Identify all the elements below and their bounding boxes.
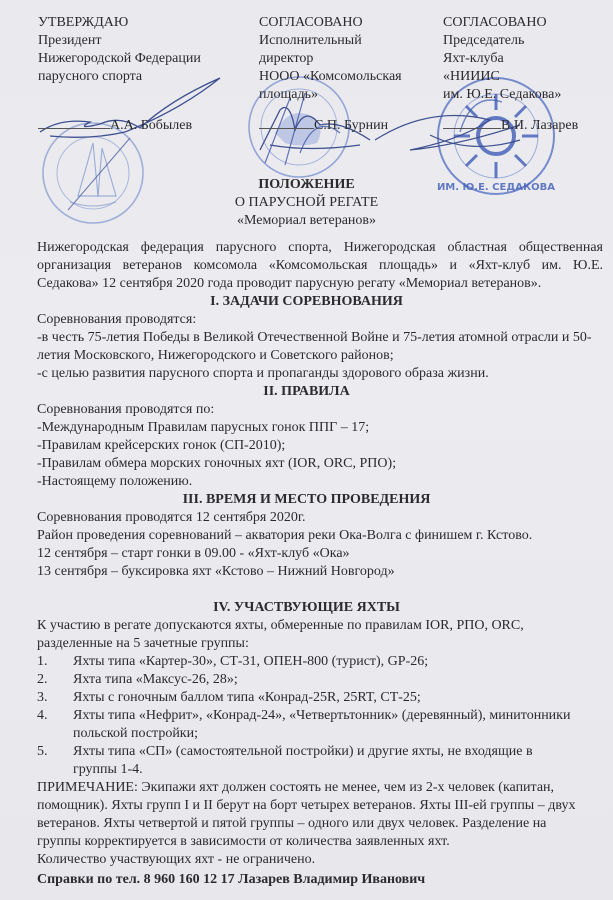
group-number: 5. bbox=[37, 744, 48, 759]
group-text: Яхты с гоночным баллом типа «Конрад-25R, 25RT, СТ-25; bbox=[73, 690, 421, 705]
signatory-name: А.А. Бобылев bbox=[110, 118, 193, 133]
section-line: Соревнования проводятся: bbox=[37, 312, 197, 327]
group-text: Яхты типа «Нефрит», «Конрад-24», «Четвертьтонник» (деревянный), минитонники польской постройки; bbox=[73, 708, 571, 741]
section-line: -Правилам крейсерских гонок (СП-2010); bbox=[37, 438, 286, 453]
group-text: Яхты типа «СП» (самостоятельной постройки) и другие яхты, не входящие в группы 1-4. bbox=[73, 744, 533, 777]
section-heading-2: II. ПРАВИЛА bbox=[263, 384, 350, 399]
approval-line: им. Ю.Е. Седакова» bbox=[443, 87, 562, 102]
approval-line: Председатель bbox=[443, 33, 525, 48]
approval-line: НООО «Комсомольская bbox=[259, 69, 402, 84]
group-item bbox=[37, 707, 603, 743]
approval-block-left bbox=[38, 14, 201, 86]
signature-line-right bbox=[443, 117, 578, 135]
section-line: -Правилам обмера морских гоночных яхт (IOR, ORC, РПО); bbox=[37, 456, 397, 471]
group-number: 3. bbox=[37, 690, 48, 705]
document-body bbox=[37, 239, 603, 869]
approval-line: «НИИИС bbox=[443, 69, 500, 84]
group-number: 1. bbox=[37, 654, 48, 669]
group-text: Яхты типа «Картер-30», СТ-31, ОПЕН-800 (турист), GP-26; bbox=[73, 654, 429, 669]
approval-line: директор bbox=[259, 51, 314, 66]
approval-block-right bbox=[443, 14, 561, 104]
section-line: 13 сентября – буксировка яхт «Кстово – Нижний Новгород» bbox=[37, 564, 395, 579]
group-number: 2. bbox=[37, 672, 48, 687]
group-item bbox=[37, 671, 603, 689]
section-line: -Международным Правилам парусных гонок ППГ – 17; bbox=[37, 420, 370, 435]
approval-title: УТВЕРЖДАЮ bbox=[38, 15, 129, 30]
group-text: Яхта типа «Максус-26, 28»; bbox=[73, 672, 238, 687]
count-line: Количество участвующих яхт - не ограничено. bbox=[37, 852, 316, 867]
note-paragraph: ПРИМЕЧАНИЕ: Экипажи яхт должен состоять не менее, чем из 2-х человек (капитан, помощник). Яхты групп I и II берут на борт четырех ветеранов. Яхты III-ей группы – двух ветеранов. Яхты четвертой и пятой группы – одного или двух человек. Разделение на группы корректируется в зависимости от количества заявленных яхт. bbox=[37, 780, 576, 849]
section-line: -с целью развития парусного спорта и пропаганды здорового образа жизни. bbox=[37, 366, 489, 381]
approval-line: парусного спорта bbox=[38, 69, 143, 84]
approval-line: Президент bbox=[38, 33, 102, 48]
approval-line: Нижегородской Федерации bbox=[38, 51, 201, 66]
approval-title: СОГЛАСОВАНО bbox=[443, 15, 547, 30]
signature-line-left bbox=[38, 117, 192, 135]
title-main: ПОЛОЖЕНИЕ bbox=[258, 177, 355, 192]
approval-title: СОГЛАСОВАНО bbox=[259, 15, 363, 30]
group-item bbox=[37, 689, 603, 707]
section-line: Район проведения соревнований – акватория реки Ока-Волга с финишем г. Кстово. bbox=[37, 528, 533, 543]
document-title bbox=[0, 176, 613, 230]
title-name: «Мемориал ветеранов» bbox=[236, 213, 377, 228]
signatory-name: В.И. Лазарев bbox=[501, 118, 579, 133]
section-line: -в честь 75-летия Победы в Великой Отечественной Войне и 75-летия атомной отрасли и 50-летия Московского, Нижегородского и Советского районов; bbox=[37, 330, 592, 363]
signature-line-middle bbox=[259, 117, 388, 135]
section-heading-3: III. ВРЕМЯ И МЕСТО ПРОВЕДЕНИЯ bbox=[182, 492, 431, 507]
approval-block-middle bbox=[259, 14, 402, 104]
approval-line: Яхт-клуба bbox=[443, 51, 504, 66]
section-line: Соревнования проводятся 12 сентября 2020г. bbox=[37, 510, 306, 525]
section-line: Соревнования проводятся по: bbox=[37, 402, 215, 417]
group-item bbox=[37, 743, 557, 779]
signatory-name: С.П. Бурнин bbox=[314, 118, 389, 133]
section-heading-4: IV. УЧАСТВУЮЩИЕ ЯХТЫ bbox=[213, 600, 400, 615]
approval-line: Исполнительный bbox=[259, 33, 362, 48]
section-intro: К участию в регате допускаются яхты, обмеренные по правилам IOR, РПО, ORC, разделенные на 5 зачетные группы: bbox=[37, 618, 524, 651]
section-line: -Настоящему положению. bbox=[37, 474, 193, 489]
group-item bbox=[37, 653, 603, 671]
section-line: 12 сентября – старт гонки в 09.00 - «Яхт-клуб «Ока» bbox=[37, 546, 350, 561]
section-heading-1: I. ЗАДАЧИ СОРЕВНОВАНИЯ bbox=[210, 294, 403, 309]
footer-contact: Справки по тел. 8 960 160 12 17 Лазарев Владимир Иванович bbox=[37, 872, 426, 887]
svg-text:ИМ. Ю.Е. СЕДАКОВА: ИМ. Ю.Е. СЕДАКОВА bbox=[436, 182, 556, 193]
group-number: 4. bbox=[37, 708, 48, 723]
approval-line: площадь» bbox=[259, 87, 318, 102]
title-sub: О ПАРУСНОЙ РЕГАТЕ bbox=[234, 195, 379, 210]
intro-paragraph: Нижегородская федерация парусного спорта, Нижегородская областная общественная организация ветеранов комсомола «Комсомольская площадь» и «Яхт-клуб им. Ю.Е. Седакова» 12 сентября 2020 года проводит парусную регату «Мемориал ветеранов». bbox=[37, 240, 603, 291]
